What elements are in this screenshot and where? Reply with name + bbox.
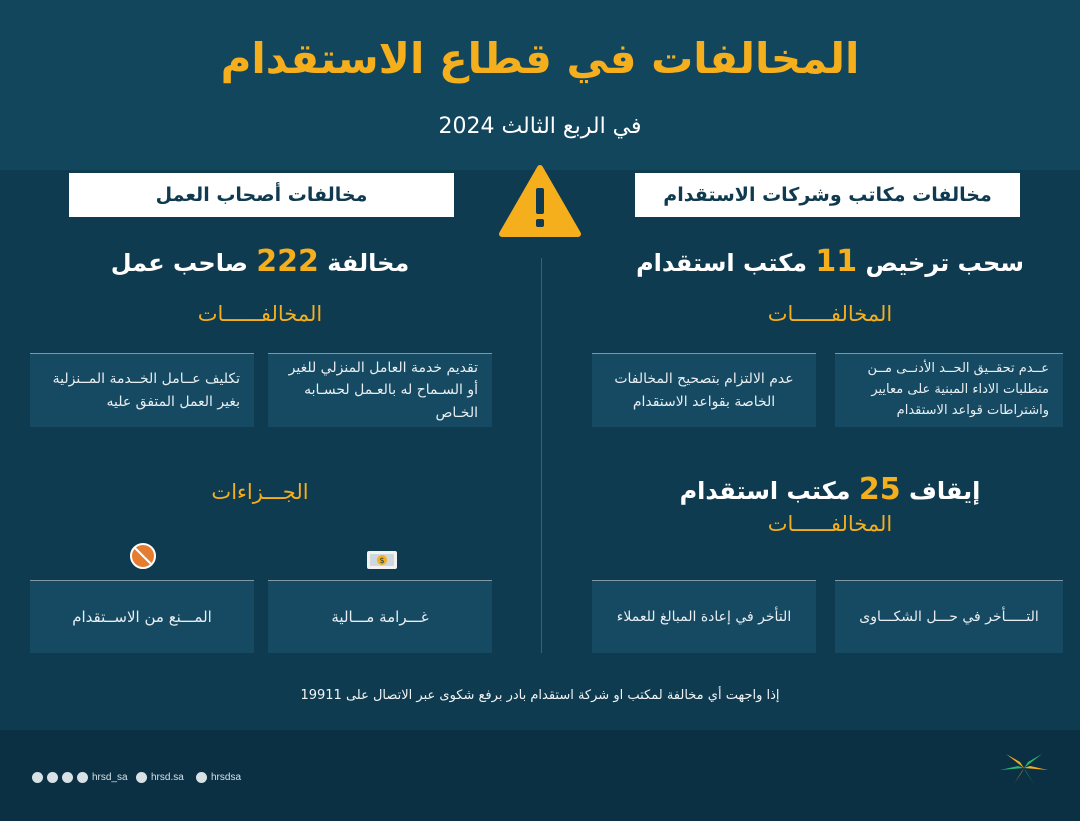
stat-number: 11 <box>815 244 858 279</box>
violation-card: عدم الالتزام بتصحيح المخالفات الخاصة بقواعد الاستقدام <box>592 353 816 427</box>
violation-card: التـــــأخر في حـــل الشكـــاوى <box>835 580 1063 653</box>
snapchat-icon <box>47 772 58 783</box>
violation-card: تكليف عــامل الخــدمة المــنزلية بغير العمل المتفق عليه <box>30 353 254 427</box>
column-divider <box>541 258 542 653</box>
facebook-icon <box>62 772 73 783</box>
handle-text: hrsdsa <box>211 772 242 783</box>
instagram-icon <box>77 772 88 783</box>
penalty-card: غـــرامة مـــالية <box>268 580 492 653</box>
stat-number: 222 <box>256 244 319 279</box>
stat-prefix: مخالفة <box>327 249 410 277</box>
complaint-note: إذا واجهت أي مخالفة لمكتب او شركة استقدام بادر برفع شكوى عبر الاتصال على 19911 <box>300 688 780 703</box>
violation-card: التأخر في إعادة المبالغ للعملاء <box>592 580 816 653</box>
employer-violations-stat <box>30 244 490 279</box>
warning-icon <box>498 164 582 238</box>
license-withdrawal-stat <box>600 244 1060 279</box>
violation-card: عــدم تحقــيق الحــد الأدنــى مــن متطلبات الاداء المبنية على معايير واشتراطات قواعد الاستقدام <box>835 353 1063 427</box>
money-icon <box>366 548 400 572</box>
header-band <box>0 0 1080 170</box>
violations-label-right-1: المخالفــــــات <box>767 302 893 326</box>
violations-label-left: المخالفــــــات <box>197 302 323 326</box>
handle-text: hrsd_sa <box>92 772 128 783</box>
ministry-logo <box>996 748 1052 788</box>
stat-number: 25 <box>858 472 901 507</box>
employers-header: مخالفات أصحاب العمل <box>69 173 454 217</box>
penalty-card: المـــنع من الاســتقدام <box>30 580 254 653</box>
youtube-icon <box>196 772 207 783</box>
stat-suffix: مكتب استقدام <box>636 249 808 277</box>
social-handle-2[interactable] <box>136 772 184 783</box>
page-title: المخالفات في قطاع الاستقدام <box>220 34 860 83</box>
stat-suffix: مكتب استقدام <box>679 477 851 505</box>
page-subtitle: في الربع الثالث 2024 <box>438 114 642 139</box>
stat-suffix: صاحب عمل <box>110 249 248 277</box>
social-handle-3[interactable] <box>196 772 241 783</box>
stat-prefix: سحب ترخيص <box>865 249 1024 277</box>
svg-text:$: $ <box>379 556 385 565</box>
recruitment-offices-header: مخالفات مكاتب وشركات الاستقدام <box>635 173 1020 217</box>
penalties-label: الجـــزاءات <box>211 480 309 504</box>
suspension-stat <box>600 472 1060 507</box>
ban-icon <box>129 542 157 570</box>
handle-text: hrsd.sa <box>151 772 184 783</box>
violations-label-right-2: المخالفــــــات <box>767 512 893 536</box>
social-handle-1[interactable] <box>32 772 128 783</box>
stat-prefix: إيقاف <box>909 477 981 505</box>
x-icon <box>32 772 43 783</box>
violation-card: تقديم خدمة العامل المنزلي للغير أو السـماح له بالعـمل لحسـابه الخـاص <box>268 353 492 427</box>
tiktok-icon <box>136 772 147 783</box>
